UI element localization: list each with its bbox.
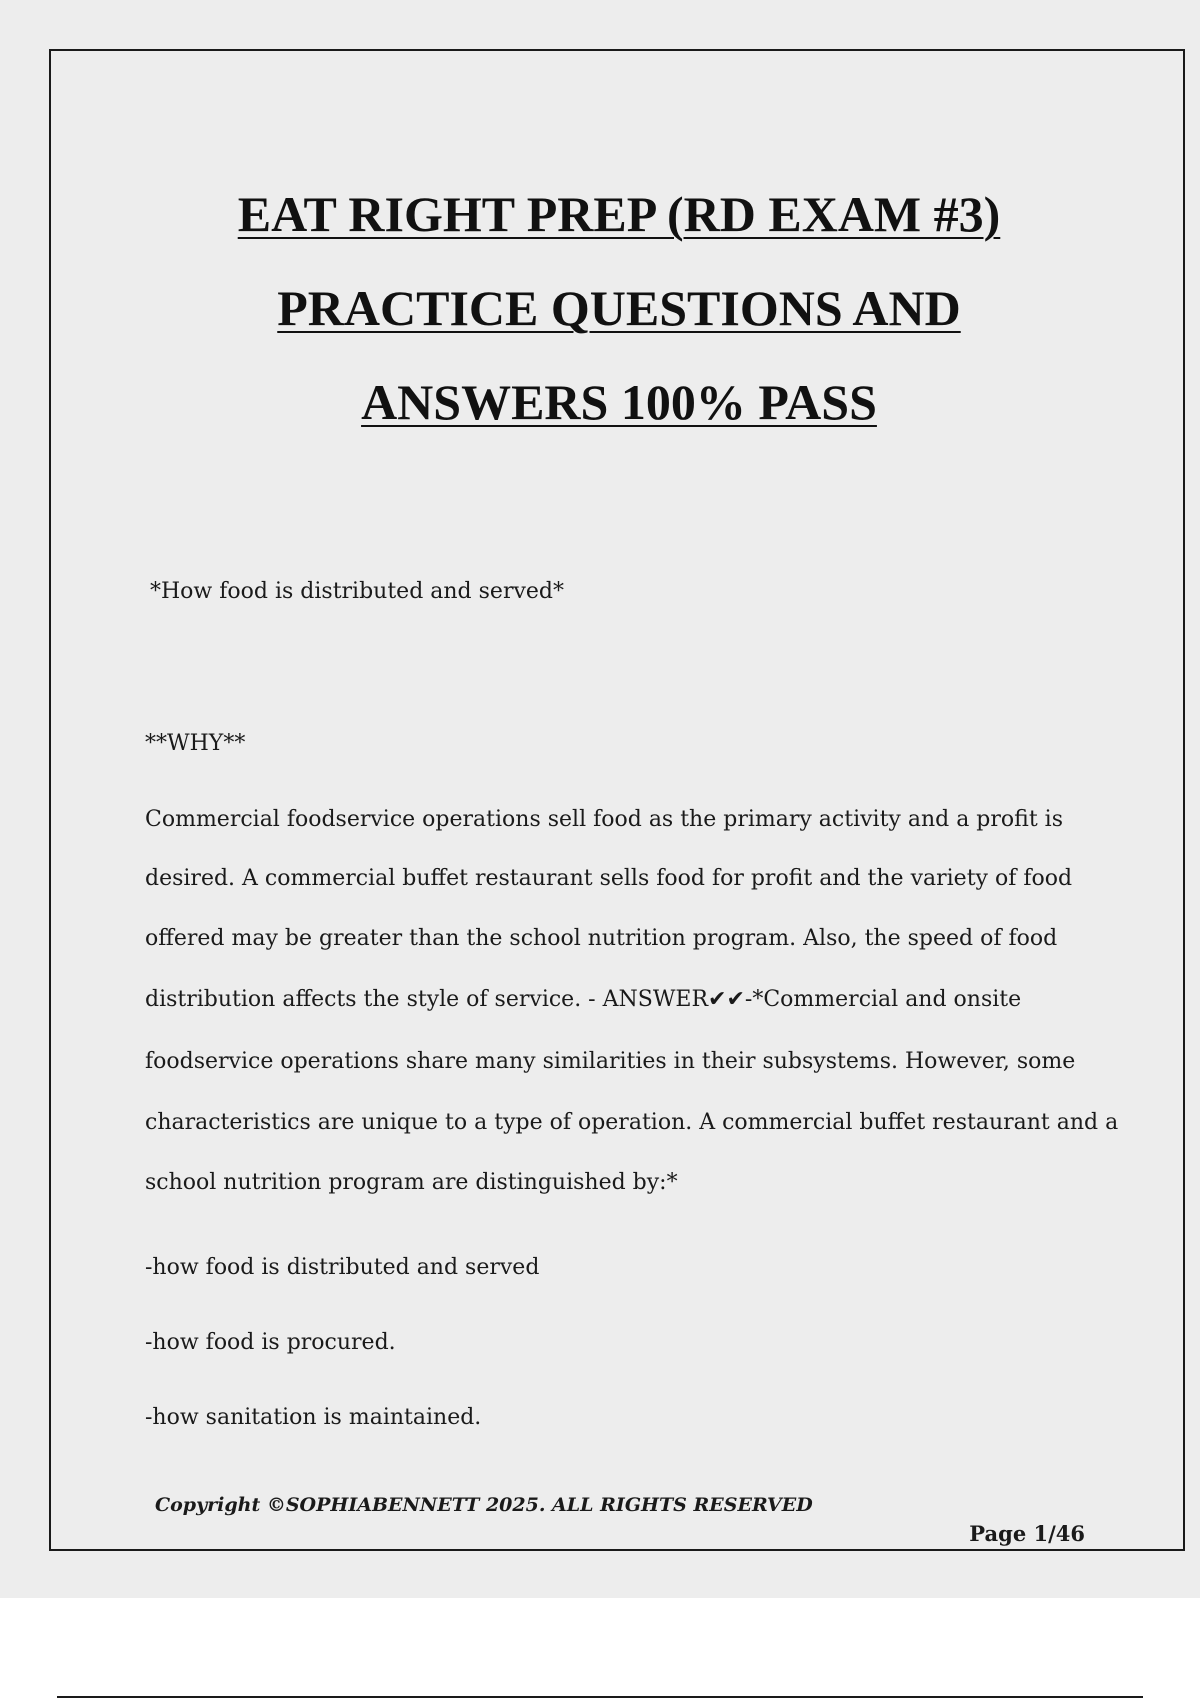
list-item: -how food is distributed and served — [145, 1255, 540, 1280]
document-title — [51, 167, 1187, 449]
page-number: Page 1/46 — [969, 1521, 1085, 1546]
page-frame — [49, 49, 1185, 1551]
body-line: Commercial foodservice operations sell food as the primary activity and a profit is — [145, 807, 1063, 832]
why-label: **WHY** — [145, 731, 246, 756]
list-item: -how sanitation is maintained. — [145, 1405, 482, 1430]
body-line: foodservice operations share many similarities in their subsystems. However, some — [145, 1049, 1076, 1074]
copyright-notice: Copyright ©SOPHIABENNETT 2025. ALL RIGHTS RESERVED — [155, 1494, 813, 1516]
body-line: characteristics are unique to a type of operation. A commercial buffet restaurant and a — [145, 1110, 1119, 1135]
title-line-3: ANSWERS 100% PASS — [361, 374, 877, 430]
next-page-top-rule — [57, 1696, 1143, 1698]
body-line: desired. A commercial buffet restaurant sells food for profit and the variety of food — [145, 866, 1073, 891]
title-line-2: PRACTICE QUESTIONS AND — [277, 280, 961, 336]
list-item: -how food is procured. — [145, 1330, 396, 1355]
body-line: offered may be greater than the school nutrition program. Also, the speed of food — [145, 926, 1058, 951]
body-line: distribution affects the style of service. - ANSWER✔✔-*Commercial and onsite — [145, 987, 1022, 1012]
title-line-1: EAT RIGHT PREP (RD EXAM #3) — [237, 186, 1001, 242]
body-line: school nutrition program are distinguished by:* — [145, 1170, 678, 1195]
question-subheading: *How food is distributed and served* — [150, 579, 564, 604]
